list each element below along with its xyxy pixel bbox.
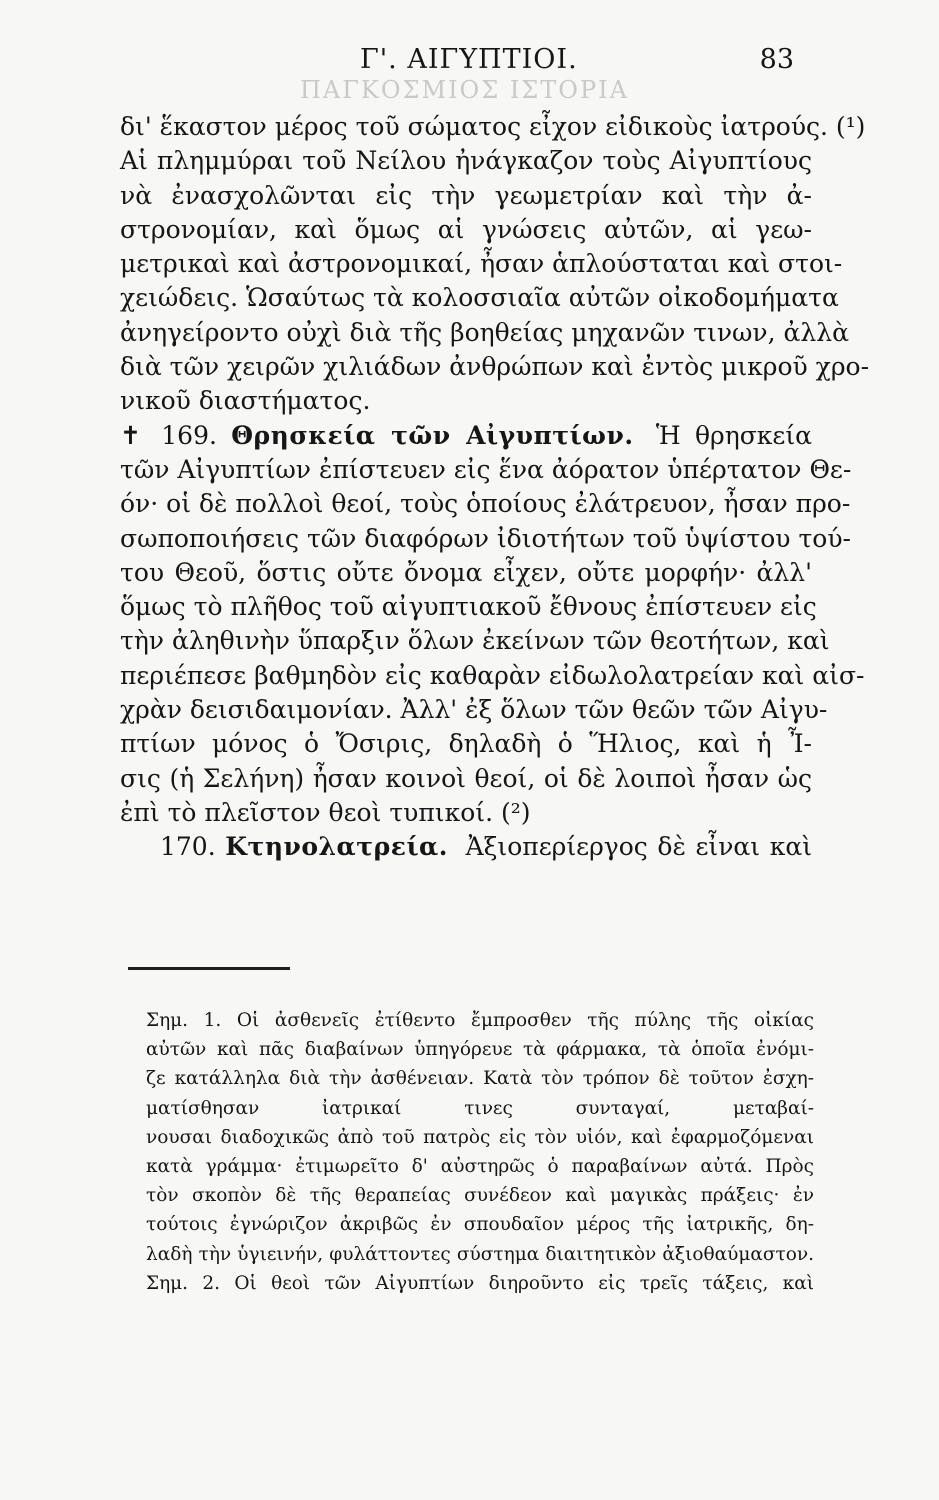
footnote-line: νουσαι διαδοχικῶς ἀπὸ τοῦ πατρὸς εἰς τὸν υἱόν, καὶ ἐφαρμοζόμεναι [146,1126,814,1148]
text-line: χειώδεις. Ὡσαύτως τὰ κολοσσιαῖα αὐτῶν οἰκοδομήματα [120,283,839,313]
text-line: Αἱ πλημμύραι τοῦ Νείλου ἠνάγκαζον τοὺς Αἰγυπτίους [120,146,812,176]
bleed-through-text: ΠΑΓΚΟΣΜΙΟΣ ΙΣΤΟΡΙΑ [300,76,629,104]
footnote-line: Σημ. 2. Οἱ θεοὶ τῶν Αἰγυπτίων διηροῦντο εἰς τρεῖς τάξεις, καὶ [146,1272,814,1294]
text-line: χρὰν δεισιδαιμονίαν. Ἀλλ' ἐξ ὅλων τῶν θεῶν τῶν Αἰγυ- [120,695,828,725]
text-line: μετρικαὶ καὶ ἀστρονομικαί, ἦσαν ἁπλούσταται καὶ στοι- [120,249,843,279]
margin-cross-mark: ✝ [120,420,141,450]
footnote-rule [128,967,290,970]
main-text [120,110,870,865]
section-170-heading-line [120,830,812,864]
text-line: τὴν ἀληθινὴν ὕπαρξιν ὅλων ἐκείνων τῶν θεοτήτων, καὶ [120,626,830,656]
section-heading: Κτηνολατρεία. [225,832,448,862]
text-line: σωποποιήσεις τῶν διαφόρων ἰδιοτήτων τοῦ ὑψίστου τού- [120,523,851,553]
footnote-line: Σημ. 1. Οἱ ἀσθενεῖς ἐτίθεντο ἔμπροσθεν τῆς πύλης τῆς οἰκίας [146,1010,814,1031]
section-number: 169. [161,420,217,450]
text-fragment: Ἡ θρησκεία [655,420,813,450]
page-number: 83 [759,44,794,75]
footnote-line: ζε κατάλληλα διὰ τὴν ἀσθένειαν. Κατὰ τὸν τρόπον δὲ τοῦτον ἐσχη- [146,1068,814,1090]
text-line: νικοῦ διαστήματος. [120,386,371,416]
footnote-line: ματίσθησαν ἰατρικαί τινες συνταγαί, μεταβαί- [146,1097,814,1119]
footnote-line: αὐτῶν καὶ πᾶς διαβαίνων ὑπηγόρευε τὰ φάρμακα, τὰ ὁποῖα ἐνόμι- [146,1039,814,1061]
footnotes [146,1006,814,1298]
footnote-line: κατὰ γράμμα· ἐτιμωρεῖτο δ' αὐστηρῶς ὁ παραβαίνων αὐτά. Πρὸς [146,1155,814,1177]
text-line: ἐπὶ τὸ πλεῖστον θεοὶ τυπικοί. (²) [120,797,531,827]
footnote-line: λαδὴ τὴν ὑγιεινήν, φυλάττοντες σύστημα διαιτητικὸν ἀξιοθαύμαστον. [146,1243,814,1265]
text-line: του Θεοῦ, ὅστις οὔτε ὄνομα εἶχεν, οὔτε μορφήν· ἀλλ' [120,557,812,587]
text-line: δι' ἕκαστον μέρος τοῦ σώματος εἶχον εἰδικοὺς ἰατρούς. (¹) [120,112,866,141]
text-line: σις (ἡ Σελήνη) ἦσαν κοινοὶ θεοί, οἱ δὲ λοιποὶ ἦσαν ὡς [120,763,812,793]
text-line: ἀνηγείροντο οὐχὶ διὰ τῆς βοηθείας μηχανῶν τινων, ἀλλὰ [120,317,849,347]
text-fragment: Ἀξιοπερίεργος δὲ εἶναι καὶ [465,832,812,862]
footnote-line: τούτοις ἐγνώριζον ἀκριβῶς ἐν σπουδαῖον μέρος τῆς ἰατρικῆς, δη- [146,1214,814,1236]
section-169-heading-line [120,419,812,453]
text-line: ὅμως τὸ πλῆθος τοῦ αἰγυπτιακοῦ ἔθνους ἐπίστευεν εἰς [120,592,817,622]
text-line: διὰ τῶν χειρῶν χιλιάδων ἀνθρώπων καὶ ἐντὸς μικροῦ χρο- [120,352,870,382]
text-line: στρονομίαν, καὶ ὅμως αἱ γνώσεις αὐτῶν, αἱ γεω- [120,214,812,244]
text-line: περιέπεσε βαθμηδὸν εἰς καθαρὰν εἰδωλολατρείαν καὶ αἰσ- [120,660,865,690]
footnote-line: τὸν σκοπὸν δὲ τῆς θεραπείας συνέδεον καὶ μαγικὰς πράξεις· ἐν [146,1185,814,1207]
text-line: νὰ ἐνασχολῶνται εἰς τὴν γεωμετρίαν καὶ τὴν ἀ- [120,180,812,210]
text-line: όν· οἱ δὲ πολλοὶ θεοί, τοὺς ὁποίους ἐλάτρευον, ἦσαν προ- [120,489,851,519]
section-heading: Θρησκεία τῶν Αἰγυπτίων. [231,420,634,450]
section-number: 170. [160,832,216,862]
text-line: τῶν Αἰγυπτίων ἐπίστευεν εἰς ἕνα ἀόρατον ὑπέρτατον Θε- [120,454,852,484]
text-line: πτίων μόνος ὁ Ὄσιρις, δηλαδὴ ὁ Ἥλιος, καὶ ἡ Ἶ- [120,729,812,759]
chapter-title: Γ'. ΑΙΓΥΠΤΙΟΙ. [360,44,578,75]
